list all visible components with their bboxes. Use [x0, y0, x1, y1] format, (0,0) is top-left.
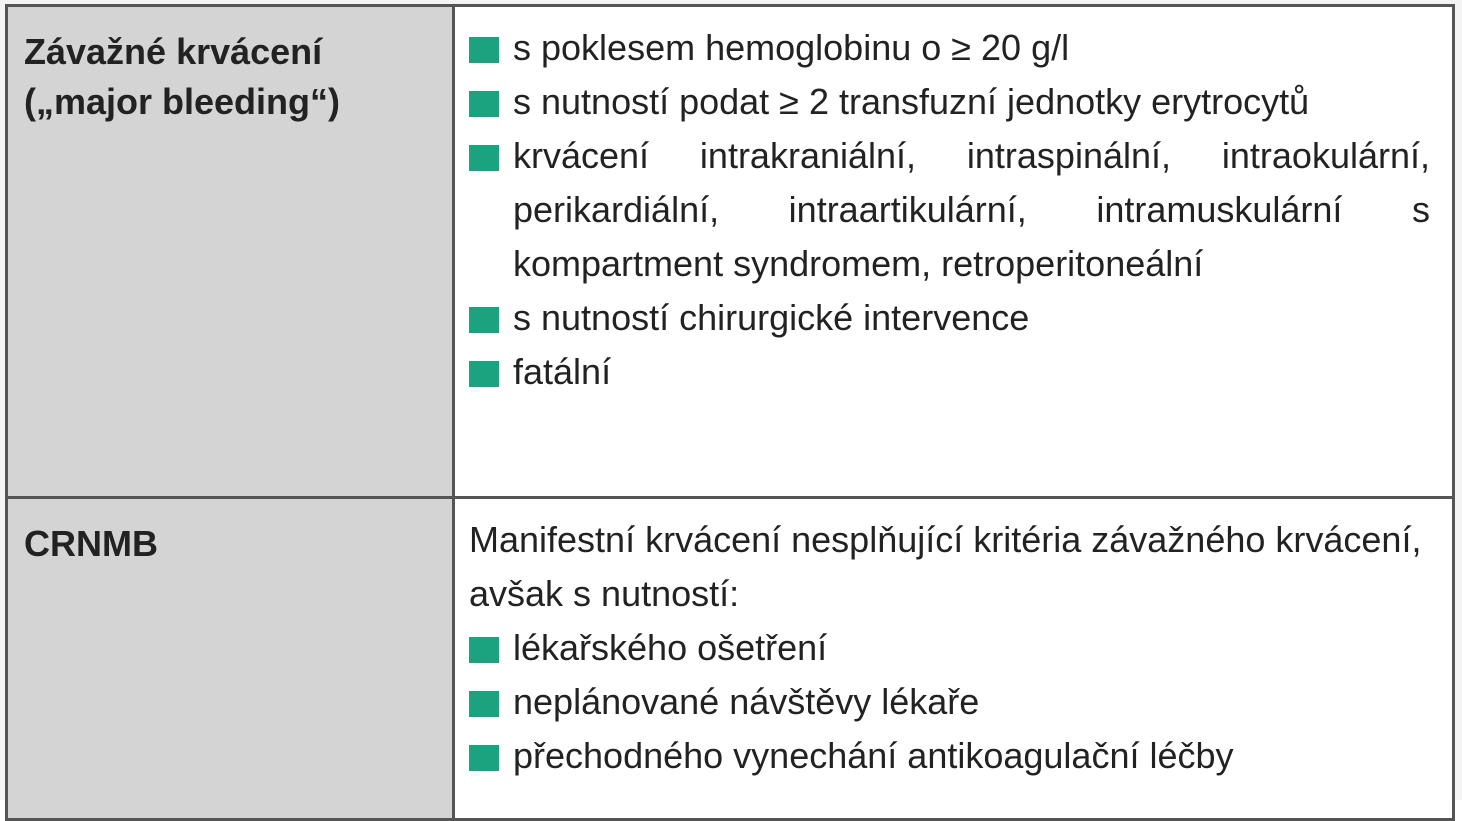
bleeding-definitions-table	[5, 4, 1455, 821]
term-label: CRNMB	[24, 523, 158, 564]
definition-cell-crnmb	[454, 498, 1454, 820]
term-cell-major-bleeding	[7, 6, 454, 498]
square-bullet-icon	[469, 91, 499, 117]
square-bullet-icon	[469, 691, 499, 717]
list-item-text: s nutností chirurgické intervence	[513, 297, 1030, 338]
square-bullet-icon	[469, 307, 499, 333]
term-cell-crnmb	[7, 498, 454, 820]
list-item	[469, 729, 1430, 783]
list-item-text: s nutností podat ≥ 2 transfuzní jednotky erytrocytů	[513, 81, 1310, 122]
definition-cell-major-bleeding	[454, 6, 1454, 498]
list-item	[469, 345, 1430, 399]
list-item-text: s poklesem hemoglobinu o ≥ 20 g/l	[513, 27, 1070, 68]
square-bullet-icon	[469, 745, 499, 771]
list-item	[469, 675, 1430, 729]
list-item	[469, 291, 1430, 345]
table-row	[7, 498, 1454, 820]
list-item-text: fatální	[513, 351, 612, 392]
list-item	[469, 75, 1430, 129]
list-item-text: krvácení intrakraniální, intraspinální, intraokulární, perikardiální, intraartikulární, intramuskulární s kompartment syndromem, retroperitoneální	[513, 135, 1430, 284]
term-label-subtitle: („major bleeding“)	[24, 81, 341, 122]
criteria-list	[469, 621, 1430, 783]
square-bullet-icon	[469, 637, 499, 663]
definition-intro-text: Manifestní krvácení nesplňující kritéria závažného krvácení, avšak s nutností:	[469, 519, 1422, 614]
square-bullet-icon	[469, 37, 499, 63]
table-row	[7, 6, 1454, 498]
square-bullet-icon	[469, 361, 499, 387]
list-item	[469, 621, 1430, 675]
list-item-text: neplánované návštěvy lékaře	[513, 681, 980, 722]
square-bullet-icon	[469, 145, 499, 171]
list-item	[469, 21, 1430, 75]
list-item	[469, 129, 1430, 291]
list-item-text: přechodného vynechání antikoagulační léčby	[513, 735, 1234, 776]
criteria-list	[469, 21, 1430, 399]
term-label: Závažné krvácení	[24, 31, 323, 72]
list-item-text: lékařského ošetření	[513, 627, 828, 668]
